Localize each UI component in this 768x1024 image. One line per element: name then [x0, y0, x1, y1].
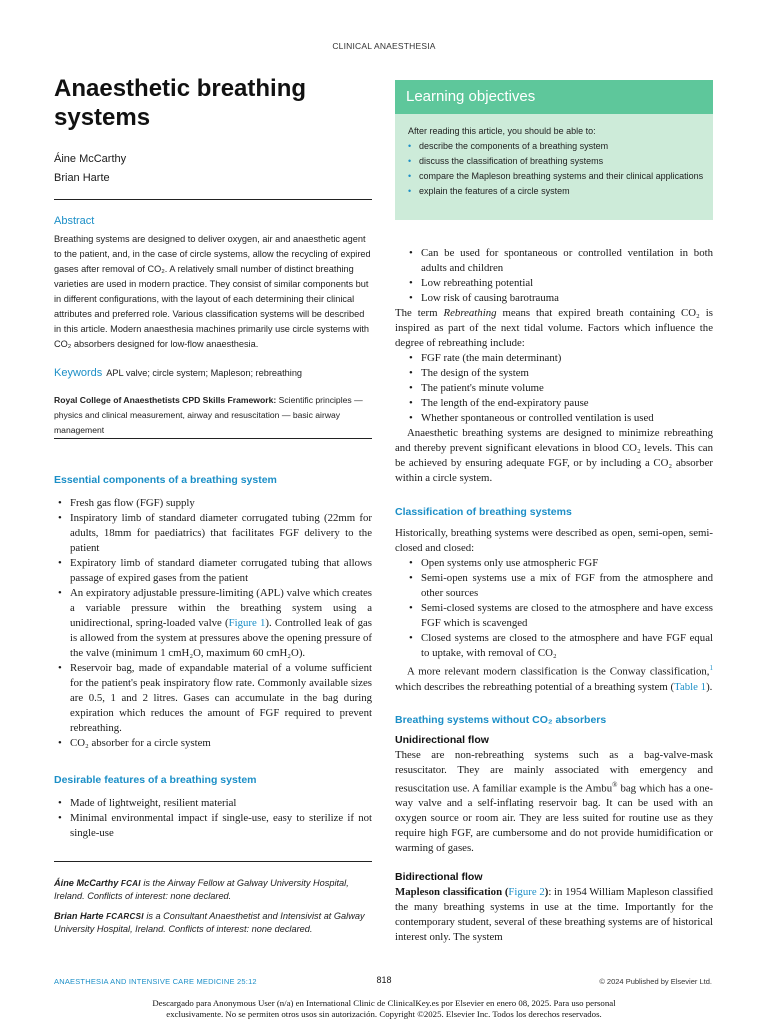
conway-paragraph: [395, 661, 713, 695]
learning-objectives-intro: After reading this article, you should be able to:: [408, 126, 596, 136]
learning-objectives-header: [395, 80, 713, 114]
author-footnote: [54, 910, 372, 936]
list-item: • Reservoir bag, made of expandable material of a volume sufficient for the patient's peak inspiratory flow rate. Commonly available sizes are 0.5, 1 and 2 litres. Gases can accumulate in the bag during expiration which reduces the amount of FGF required to prevent rebreathing.: [54, 661, 372, 736]
journal-citation: ANAESTHESIA AND INTENSIVE CARE MEDICINE 25:12: [54, 977, 257, 986]
list-item: • The length of the end-expiratory pause: [405, 396, 713, 411]
historically-paragraph: Historically, breathing systems were described as open, semi-open, semi-closed and closed:: [395, 527, 713, 554]
learning-objectives-body: [408, 124, 708, 199]
apl-text-before: An expiratory adjustable pressure-limiting (APL) valve which creates a variable pressure within the breathing system using a unidirectional, spring-loaded valve (: [70, 587, 372, 629]
cpd-framework: [54, 393, 372, 438]
objective-item: • compare the Mapleson breathing systems and their clinical applications: [408, 169, 708, 184]
list-item: • FGF rate (the main determinant): [405, 351, 713, 366]
designed-paragraph: Anaesthetic breathing systems are designed to minimize rebreathing and thereby prevent significant elevations in blood CO₂ levels. This can be achieved by ensuring adequate FGF, or by including a CO₂ absorber within a circle system.: [395, 427, 713, 484]
essential-list: [54, 496, 372, 751]
apl-text-after: ). Controlled leak of gas is allowed from the system at pressures above the opening pressure of the valve (minimum 1 cmH₂O, maximum 60 cmH₂O).: [70, 617, 372, 659]
text-run: These are non-rebreathing systems such as a bag-valve-mask resuscitator. They are mainly associated with emergency and resuscitation use. A familiar example is the Ambu: [395, 748, 713, 795]
footnote-credentials: FCAI: [120, 879, 141, 888]
table-1-link[interactable]: Table 1: [674, 680, 707, 693]
list-item: • Whether spontaneous or controlled ventilation is used: [405, 411, 713, 426]
page-number: 818: [376, 975, 392, 985]
footnote-credentials: FCARCSI: [106, 912, 144, 921]
objective-item: • explain the features of a circle system: [408, 184, 708, 199]
list-item: • The design of the system: [405, 366, 713, 381]
learning-objectives-heading: Learning objectives: [406, 88, 536, 105]
keywords-label: Keywords: [54, 367, 103, 379]
download-notice: [0, 998, 768, 1020]
cpd-framework-label: Royal College of Anaesthetists CPD Skills Framework:: [54, 395, 277, 405]
list-item: • Inspiratory limb of standard diameter corrugated tubing (22mm for adults, 18mm for paediatrics) that facilitates FGF delivery to the patient: [54, 511, 372, 556]
section-heading-without-absorbers: Breathing systems without CO₂ absorbers: [395, 713, 607, 726]
keywords-text: APL valve; circle system; Mapleson; rebreathing: [106, 368, 303, 378]
download-line: exclusivamente. No se permiten otros usos sin autorización. Copyright ©2025. Elsevier Inc. Todos los derechos reservados.: [166, 1009, 602, 1019]
figure-1-link[interactable]: Figure 1: [228, 617, 266, 629]
footnote-author: Áine McCarthy: [54, 878, 119, 888]
objective-item: • discuss the classification of breathing systems: [408, 154, 708, 169]
right-column: [395, 246, 713, 945]
unidirectional-paragraph: [395, 748, 713, 857]
download-line: Descargado para Anonymous User (n/a) en International Clinic de ClinicalKey.es por Elsevier en enero 08, 2025. Para uso personal: [152, 998, 616, 1008]
text-run: A more relevant modern classification is the Conway classification,: [407, 665, 710, 678]
author-footnote: [54, 877, 372, 903]
list-item: • Minimal environmental impact if single-use, easy to sterilize if not single-use: [54, 811, 372, 841]
subheading-unidirectional: Unidirectional flow: [395, 733, 489, 746]
subheading-bidirectional: Bidirectional flow: [395, 871, 483, 884]
section-heading-essential: Essential components of a breathing system: [54, 474, 277, 486]
text-run: The term: [395, 307, 444, 319]
registered-mark: ®: [612, 780, 618, 789]
abstract-text: Breathing systems are designed to deliver oxygen, air and anaesthetic agent to the patient, and, in the case of circle systems, allow the recycling of expired gases after removal of CO₂. A relatively small number of distinct breathing varieties are used in modern practice. They consist of similar components but in different configurations, with the layout of each determining their clinical attributes and preferred role. Various classification systems will be described in this article. Modern anaesthesia machines primarily use circle systems with CO₂ absorbers designed for low-flow anaesthesia.: [54, 234, 371, 349]
text-run: which describes the rebreathing potential of a breathing system (: [395, 680, 675, 693]
figure-2-link[interactable]: Figure 2: [508, 886, 545, 899]
list-item: • Low risk of causing barotrauma: [405, 291, 713, 306]
footnote-text: is the Airway Fellow at Galway University Hospital, Ireland. Conflicts of interest: none declared.: [54, 878, 349, 901]
list-item: • Semi-open systems use a mix of FGF from the atmosphere and other sources: [405, 571, 713, 601]
section-heading-desirable: Desirable features of a breathing system: [54, 774, 257, 786]
divider: [54, 861, 372, 862]
list-item: • Expiratory limb of standard diameter corrugated tubing that allows passage of expired gases from the patient: [54, 556, 372, 586]
list-item: • Low rebreathing potential: [405, 276, 713, 291]
author-name: Áine McCarthy: [54, 153, 127, 165]
classification-list: [395, 556, 713, 661]
desirable-list: [54, 796, 372, 841]
footnote-text: is a Consultant Anaesthetist and Intensivist at Galway University Hospital, Ireland. Conflicts of interest: none declared.: [54, 911, 365, 934]
list-item: • Closed systems are closed to the atmosphere and have FGF equal to uptake, with removal of CO₂: [405, 631, 713, 661]
abstract-heading: Abstract: [54, 215, 95, 227]
mapleson-label: Mapleson classification: [395, 886, 503, 899]
divider: [54, 438, 372, 439]
author-name: Brian Harte: [54, 172, 110, 184]
rebreathing-paragraph: [395, 306, 713, 351]
running-header: CLINICAL ANAESTHESIA: [332, 41, 436, 51]
list-item: • The patient's minute volume: [405, 381, 713, 396]
text-run: ).: [706, 680, 713, 693]
advantages-list: [395, 246, 713, 306]
section-heading-classification: Classification of breathing systems: [395, 506, 572, 518]
mapleson-paragraph: Mapleson classification (Figure 2): in 1954 William Mapleson classified the many breathing systems in use at the time. Importantly for the contemporary student, several of these breathing systems are of historical interest only. The system: [395, 886, 713, 944]
author-list: [54, 150, 126, 188]
keywords: [54, 367, 372, 379]
list-item: • Open systems only use atmospheric FGF: [405, 556, 713, 571]
list-item: [54, 586, 372, 661]
article-title: Anaesthetic breathing systems: [54, 75, 307, 131]
text-run: bag which has a one-way valve and a self-inflating reservoir bag. It can be used with an oxygen source or room air. They are less suited for routine use as they require high FGF, are cumbersome and do not provide humidification or warming of gases.: [395, 782, 713, 855]
copyright: © 2024 Published by Elsevier Ltd.: [599, 977, 712, 986]
list-item: • CO₂ absorber for a circle system: [54, 736, 372, 751]
list-item: • Made of lightweight, resilient material: [54, 796, 372, 811]
objective-item: • describe the components of a breathing system: [408, 139, 708, 154]
footnote-author: Brian Harte: [54, 911, 104, 921]
cpd-framework-text: Scientific principles — physics and clinical measurement, airway and resuscitation — basic airway management: [54, 395, 363, 435]
text-run: means that expired breath containing CO₂ is inspired as part of the next tidal volume. Factors which influence the degree of rebreathing include:: [395, 307, 713, 349]
factors-list: [395, 351, 713, 426]
list-item: • Fresh gas flow (FGF) supply: [54, 496, 372, 511]
list-item: • Can be used for spontaneous or controlled ventilation in both adults and children: [405, 246, 713, 276]
divider: [54, 199, 372, 200]
reference-1-link[interactable]: 1: [709, 664, 713, 672]
list-item: • Semi-closed systems are closed to the atmosphere and have excess FGF which is scavenged: [405, 601, 713, 631]
text-run: : in 1954 William Mapleson classified the many breathing systems in use at the time. Importantly for the contemporary student, several of these breathing systems are of historical interest only. The system: [395, 886, 713, 944]
rebreathing-term: Rebreathing: [443, 307, 497, 319]
